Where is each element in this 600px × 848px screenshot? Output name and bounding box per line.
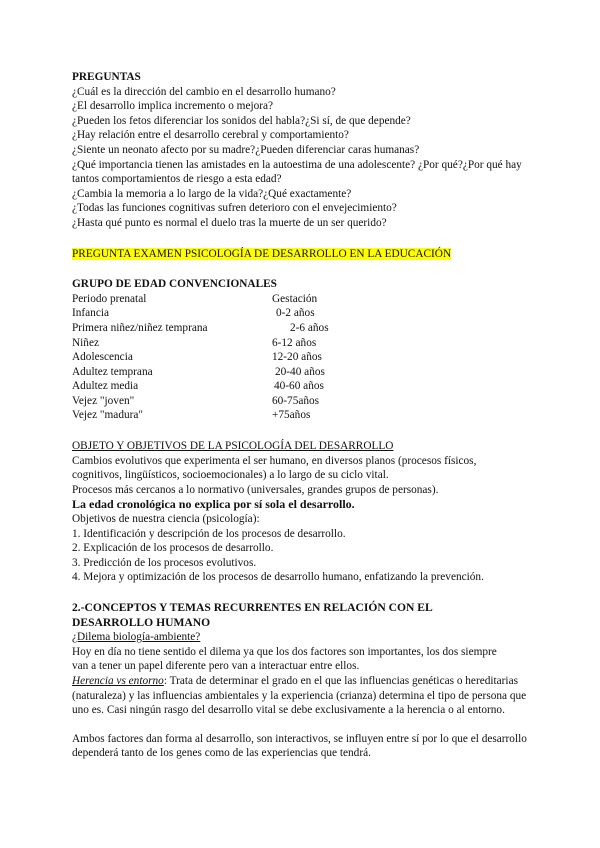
question-item: ¿El desarrollo implica incremento o mejora? xyxy=(72,100,274,113)
question-item: ¿Cuál es la dirección del cambio en el desarrollo humano? xyxy=(72,85,336,98)
question-item: ¿Cambia la memoria a lo largo de la vida?¿Qué exactamente? xyxy=(72,187,352,200)
question-item: ¿Qué importancia tienen las amistades en la autoestima de una adolescente? ¿Por qué?¿Por qué hay tantos comportamientos de riesgo a esta edad? xyxy=(72,158,522,186)
age-row: Adolescencia 12-20 años xyxy=(72,351,322,364)
objectives-paragraph: Cambios evolutivos que experimenta el ser humano, en diversos planos (procesos físicos, cognitivos, lingüísticos, socioemocionales) a lo largo de su ciclo vital. xyxy=(72,454,477,482)
objective-item: 3. Predicción de los procesos evolutivos. xyxy=(72,556,257,569)
objective-item: 4. Mejora y optimización de los procesos de desarrollo humano, enfatizando la prevención. xyxy=(72,571,484,584)
age-row: Adultez temprana 20-40 años xyxy=(72,365,325,378)
objectives-heading: OBJETO Y OBJETIVOS DE LA PSICOLOGÍA DEL DESARROLLO xyxy=(72,440,394,453)
age-row: Infancia 0-2 años xyxy=(72,307,315,320)
question-item: ¿Hasta qué punto es normal el duelo tras la muerte de un ser querido? xyxy=(72,216,387,229)
objective-item: 1. Identificación y descripción de los procesos de desarrollo. xyxy=(72,527,346,540)
question-item: ¿Siente un neonato afecto por su madre?¿Pueden diferenciar caras humanas? xyxy=(72,143,420,156)
age-row: Vejez "joven" 60-75años xyxy=(72,394,320,407)
question-item: ¿Pueden los fetos diferenciar los sonidos del habla?¿Si sí, de que depende? xyxy=(72,114,411,127)
objectives-emphasis: La edad cronológica no explica por sí sola el desarrollo. xyxy=(72,497,355,512)
age-row: Niñez 6-12 años xyxy=(72,336,317,349)
section2-heading: 2.-CONCEPTOS Y TEMAS RECURRENTES EN RELACIÓN CON EL DESARROLLO HUMANO xyxy=(72,601,433,629)
section2-subheading: ¿Dilema biología-ambiente? xyxy=(72,631,201,644)
section2-paragraph: Herencia vs entorno: Trata de determinar el grado en el que las influencias genéticas o hereditarias (naturaleza) y las influencias ambientales y la experiencia (crianza) determina el tipo de persona que uno es. Casi ningún rasgo del desarrollo vital se debe exclusivamente a la herencia o al entorno. xyxy=(72,674,527,717)
question-item: ¿Todas las funciones cognitivas sufren deterioro con el envejecimiento? xyxy=(72,202,397,215)
age-row: Periodo prenatal Gestación xyxy=(72,292,318,305)
term-herencia-entorno: Herencia vs entorno xyxy=(72,674,164,687)
age-row: Primera niñez/niñez temprana 2-6 años xyxy=(72,321,329,334)
objective-item: 2. Explicación de los procesos de desarrollo. xyxy=(72,542,274,555)
age-row: Vejez "madura" +75años xyxy=(72,409,311,422)
objectives-paragraph: Procesos más cercanos a lo normativo (universales, grandes grupos de personas). xyxy=(72,483,439,496)
question-item: ¿Hay relación entre el desarrollo cerebral y comportamiento? xyxy=(72,129,349,142)
age-row: Adultez media 40-60 años xyxy=(72,380,324,393)
questions-heading: PREGUNTAS xyxy=(72,71,141,83)
objectives-intro: Objetivos de nuestra ciencia (psicología): xyxy=(72,513,260,526)
age-groups-heading: GRUPO DE EDAD CONVENCIONALES xyxy=(72,278,277,291)
section2-paragraph: Ambos factores dan forma al desarrollo, son interactivos, se influyen entre sí por lo que el desarrollo dependerá tanto de los genes como de las experiencias que tendrá. xyxy=(72,732,527,760)
document-page xyxy=(72,70,532,761)
section2-paragraph: Hoy en día no tiene sentido el dilema ya que los dos factores son importantes, los dos siempre van a tener un papel diferente pero van a interactuar entre ellos. xyxy=(72,645,497,673)
exam-banner: PREGUNTA EXAMEN PSICOLOGÍA DE DESARROLLO EN LA EDUCACIÓN xyxy=(72,247,452,260)
age-groups-table xyxy=(72,292,532,423)
